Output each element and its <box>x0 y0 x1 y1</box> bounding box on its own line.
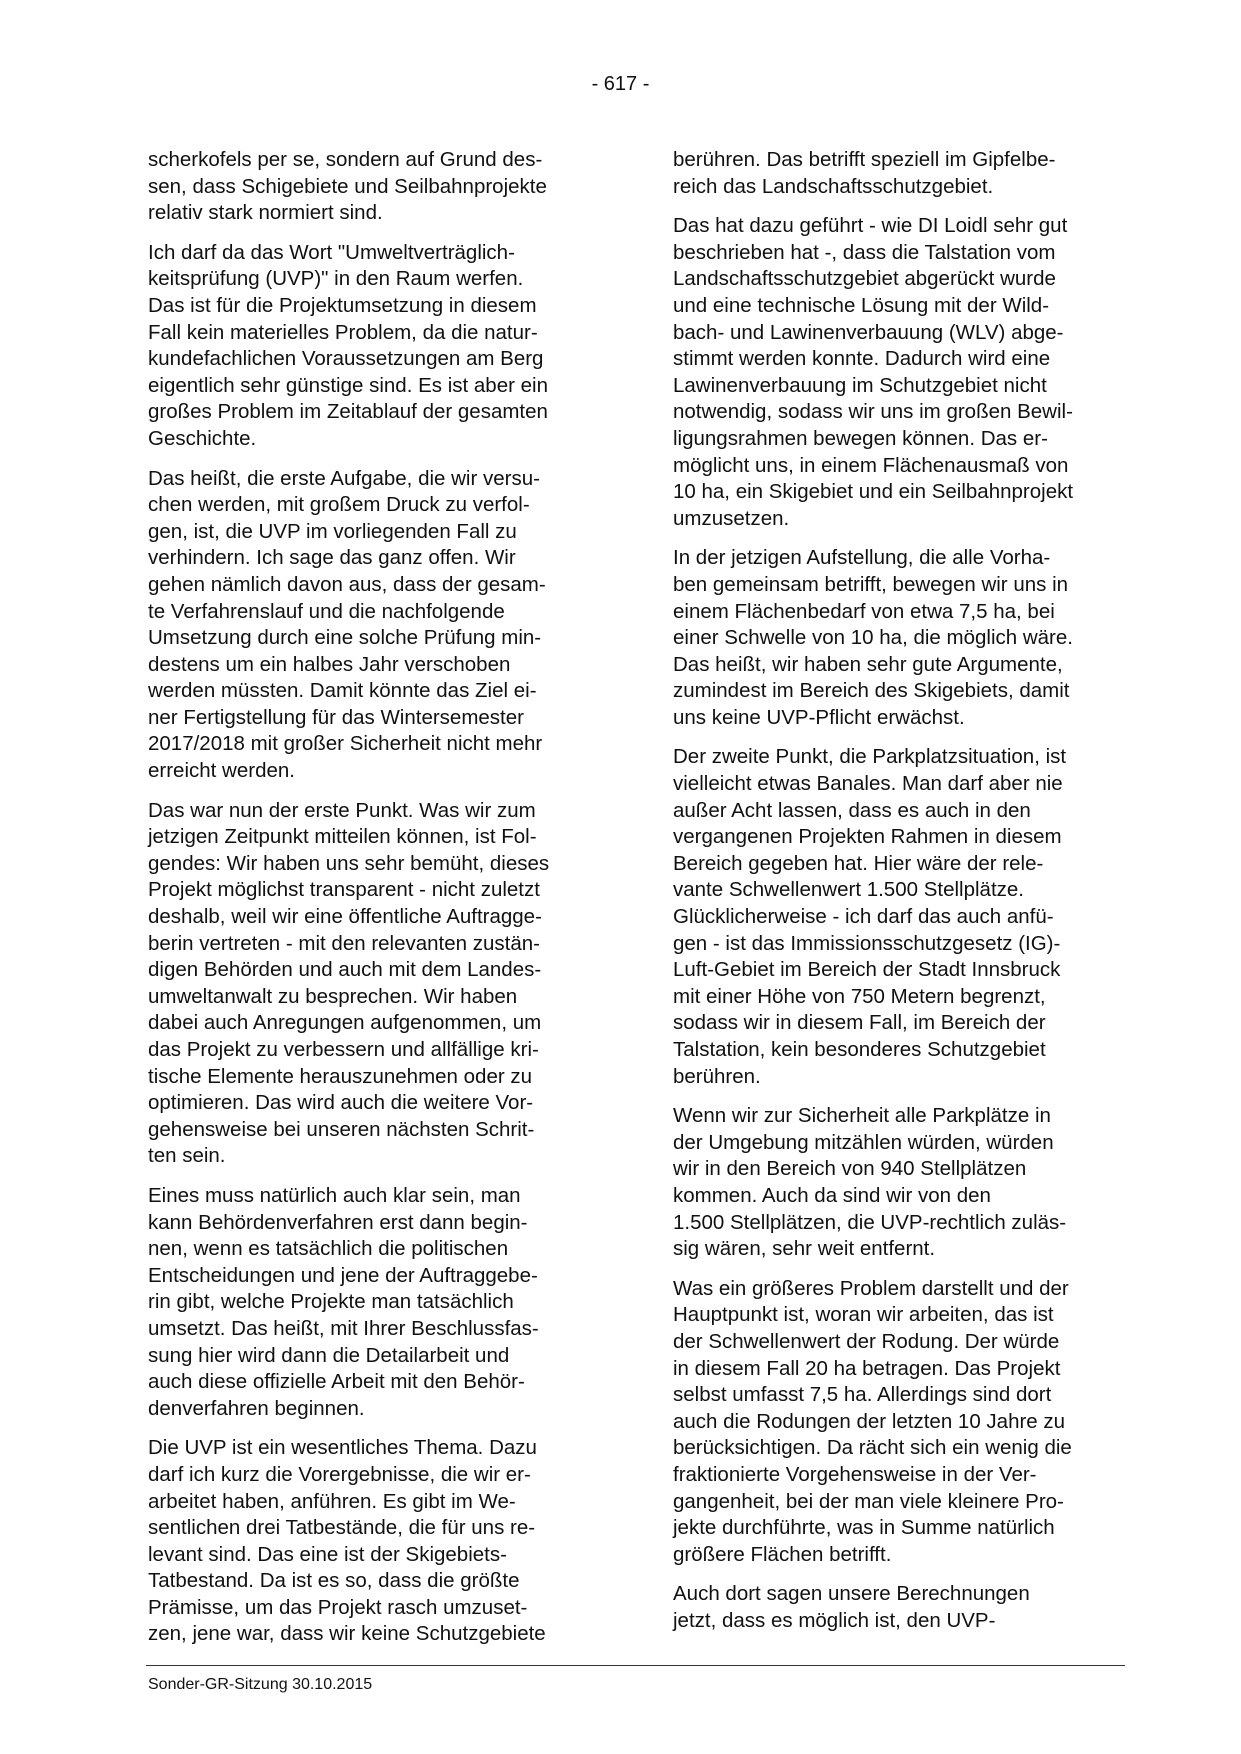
paragraph: Das hat dazu geführt - wie DI Loidl sehr gut beschrieben hat -, dass die Talstation vom Landschaftsschutzgebiet abgerückt wurde und eine technische Lösung mit der Wild- bach- und Lawinenverbauung (WLV) abge- stimmt werden konnte. Dadurch wird eine Lawinenverbauung im Schutzgebiet nicht notwendig, sodass wir uns im großen Bewil- ligungsrahmen bewegen können. Das er- möglicht uns, in einem Flächenausmaß von 10 ha, ein Skigebiet und ein Seilbahnprojekt umzusetzen. <box>673 214 1074 530</box>
paragraph: Was ein größeres Problem darstellt und der Hauptpunkt ist, woran wir arbeiten, das ist der Schwellenwert der Rodung. Der würde in diesem Fall 20 ha betragen. Das Projekt selbst umfasst 7,5 ha. Allerdings sind dort auch die Rodungen der letzten 10 Jahre zu berücksichtigen. Da rächt sich ein wenig die fraktionierte Vorgehensweise in der Ver- gangenheit, bei der man viele kleinere Pro- jekte durchführte, was in Summe natürlich größere Flächen betrifft. <box>673 1276 1072 1566</box>
left-column <box>148 147 594 1661</box>
footer-text: Sonder-GR-Sitzung 30.10.2015 <box>148 1676 373 1693</box>
paragraph: Eines muss natürlich auch klar sein, man kann Behördenverfahren erst dann begin- nen, wenn es tatsächlich die politischen Entscheidungen und jene der Auftraggebe- rin gibt, welche Projekte man tatsächlich umsetzt. Das heißt, mit Ihrer Beschlussfas- sung hier wird dann die Detailarbeit und auch diese offizielle Arbeit mit den Behör- denverfahren beginnen. <box>148 1183 539 1420</box>
paragraph: Ich darf da das Wort "Umweltverträglich- keitsprüfung (UVP)" in den Raum werfen. Das ist für die Projektumsetzung in diesem Fall kein materielles Problem, da die natur- kundefachlichen Voraussetzungen am Berg eigentlich sehr günstige sind. Es ist aber ein großes Problem im Zeitablauf der gesamten Geschichte. <box>148 240 548 450</box>
paragraph: Das war nun der erste Punkt. Was wir zum jetzigen Zeitpunkt mitteilen können, ist Fol- gendes: Wir haben uns sehr bemüht, dieses Projekt möglichst transparent - nicht zuletzt deshalb, weil wir eine öffentliche Auftragge- berin vertreten - mit den relevanten zustän- digen Behörden und auch mit dem Landes- umweltanwalt zu besprechen. Wir haben dabei auch Anregungen aufgenommen, um das Projekt zu verbessern und allfällige kri- tische Elemente herauszunehmen oder zu optimieren. Das wird auch die weitere Vor- gehensweise bei unseren nächsten Schrit- ten sein. <box>148 798 550 1168</box>
paragraph: scherkofels per se, sondern auf Grund des- sen, dass Schigebiete und Seilbahnprojekte relativ stark normiert sind. <box>148 148 547 225</box>
right-column <box>673 147 1125 1647</box>
paragraph: Der zweite Punkt, die Parkplatzsituation, ist vielleicht etwas Banales. Man darf aber nie außer Acht lassen, dass es auch in den vergangenen Projekten Rahmen in diesem Bereich gegeben hat. Hier wäre der rele- vante Schwellenwert 1.500 Stellplätze. Glücklicherweise - ich darf das auch anfü- gen - ist das Immissionsschutzgesetz (IG)- Luft-Gebiet im Bereich der Stadt Innsbruck mit einer Höhe von 750 Metern begrenzt, sodass wir in diesem Fall, im Bereich der Talstation, kein besonderes Schutzgebiet berühren. <box>673 745 1067 1088</box>
paragraph: Wenn wir zur Sicherheit alle Parkplätze in der Umgebung mitzählen würden, würden wir in den Bereich von 940 Stellplätzen kommen. Auch da sind wir von den 1.500 Stellplätzen, die UVP-rechtlich zuläs- sig wären, sehr weit entfernt. <box>673 1104 1067 1261</box>
paragraph: Das heißt, die erste Aufgabe, die wir versu- chen werden, mit großem Druck zu verfol- gen, ist, die UVP im vorliegenden Fall zu verhindern. Ich sage das ganz offen. Wir gehen nämlich davon aus, dass der gesam- te Verfahrenslauf und die nachfolgende Umsetzung durch eine solche Prüfung min- destens um ein halbes Jahr verschoben werden müssten. Damit könnte das Ziel ei- ner Fertigstellung für das Wintersemester 2017/2018 mit großer Sicherheit nicht mehr erreicht werden. <box>148 466 546 783</box>
footer-divider <box>146 1665 1125 1666</box>
paragraph: Auch dort sagen unsere Berechnungen jetzt, dass es möglich ist, den UVP- <box>673 1582 1030 1632</box>
paragraph: In der jetzigen Aufstellung, die alle Vorha- ben gemeinsam betrifft, bewegen wir uns in einem Flächenbedarf von etwa 7,5 ha, bei einer Schwelle von 10 ha, die möglich wäre. Das heißt, wir haben sehr gute Argumente, zumindest im Bereich des Skigebiets, damit uns keine UVP-Pflicht erwächst. <box>673 546 1073 729</box>
page-number: - 617 - <box>591 73 650 95</box>
paragraph: Die UVP ist ein wesentliches Thema. Dazu darf ich kurz die Vorergebnisse, die wir er- arbeitet haben, anführen. Es gibt im We- sentlichen drei Tatbestände, die für uns re- levant sind. Das eine ist der Skigebiets- Tatbestand. Da ist es so, dass die größte Prämisse, um das Projekt rasch umzuset- zen, jene war, dass wir keine Schutzgebiete <box>148 1436 546 1646</box>
paragraph: berühren. Das betrifft speziell im Gipfelbe- reich das Landschaftsschutzgebiet. <box>673 148 1056 198</box>
